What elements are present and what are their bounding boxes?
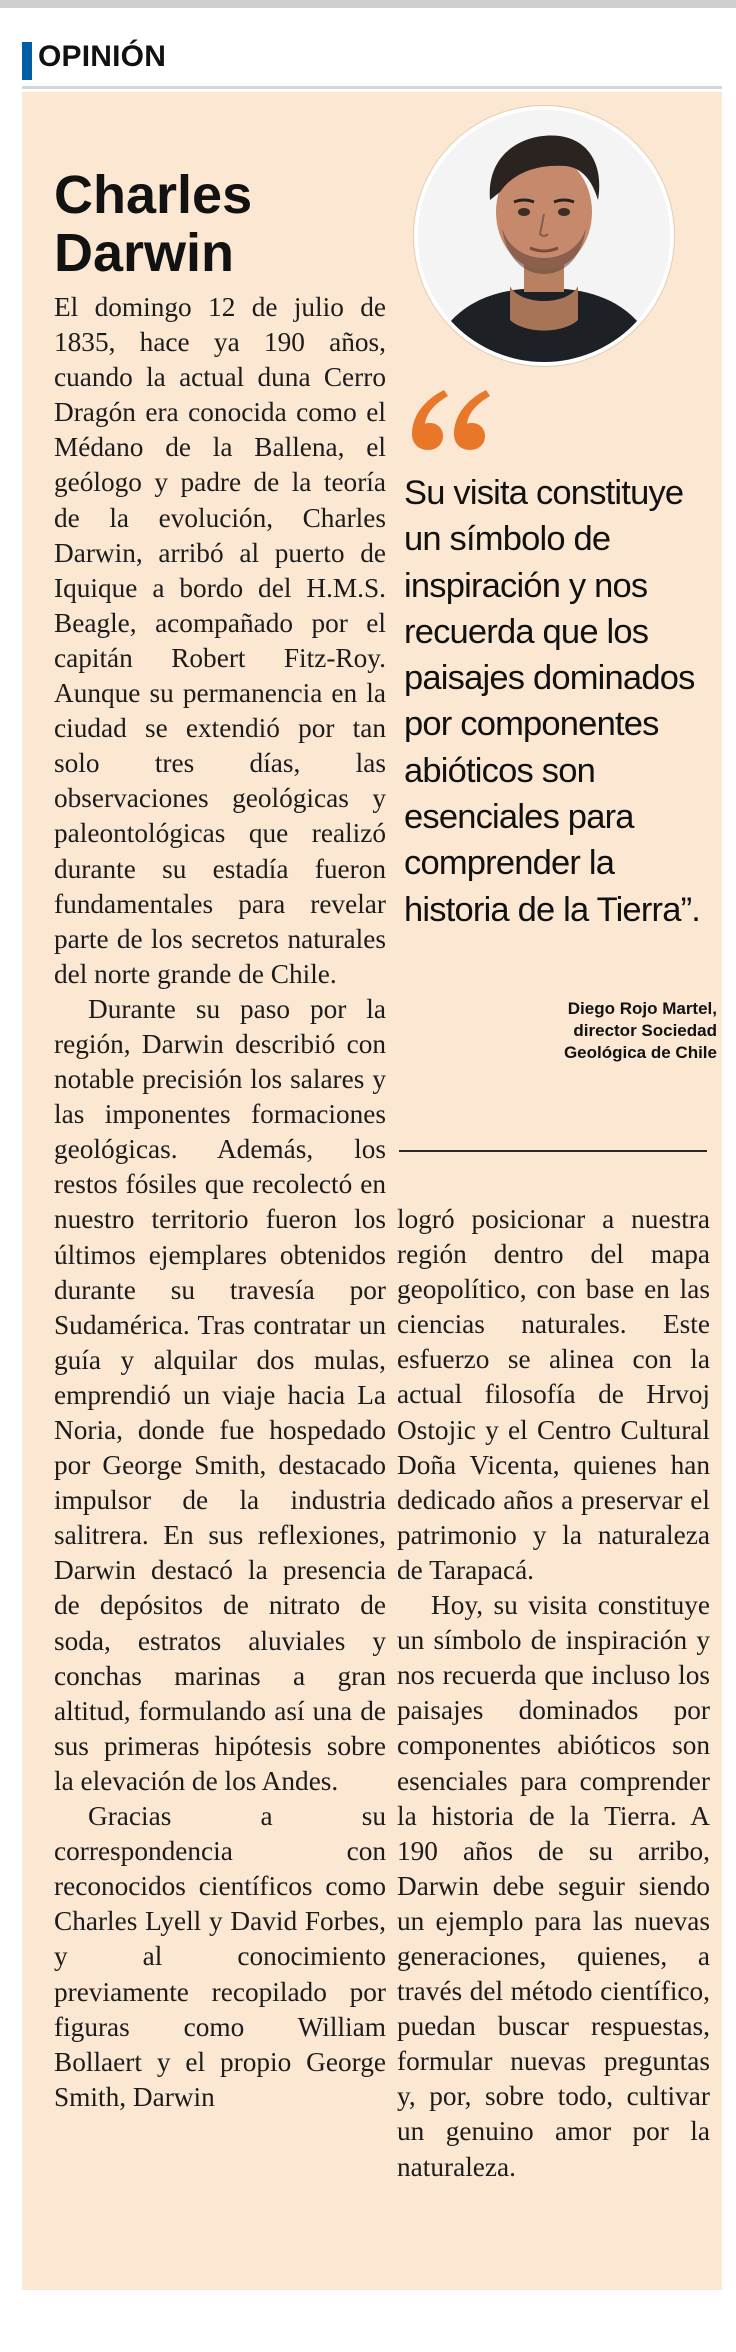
- article-paragraph: Durante su paso por la región, Darwin describió con notable precisión los salares y las imponentes formaciones geológicas. Además, los restos fósiles que recolectó en nuestro territorio fueron los últimos ejemplares obtenidos durante su travesía por Sudamérica. Tras contratar un guía y alquilar dos mulas, emprendió un viaje hacia La Noria, donde fue hospedado por George Smith, destacado impulsor de la industria salitrera. En sus reflexiones, Darwin destacó la presencia de depósitos de nitrato de soda, estratos aluviales y conchas marinas a gran altitud, formulando así una de sus primeras hipótesis sobre la elevación de los Andes.: [54, 993, 386, 1796]
- top-rule: [0, 0, 736, 8]
- quote-divider: [399, 1150, 707, 1152]
- article-title: Charles Darwin: [54, 165, 253, 284]
- author-role-line-2: Geológica de Chile: [563, 1043, 717, 1062]
- opinion-panel: [22, 92, 722, 2290]
- section-label: OPINIÓN: [38, 40, 167, 73]
- section-accent-bar: [22, 42, 32, 80]
- author-portrait-illustration: [418, 110, 670, 362]
- author-signature: [414, 998, 717, 1064]
- pull-quote: Su visita constituye un símbolo de inspiración y nos recuerda que los paisajes dominados por componentes abióticos son esenciales para comprender la historia de la Tierra”.: [404, 474, 701, 929]
- article-column-right: [397, 1202, 710, 2277]
- author-role-line-1: director Sociedad: [573, 1021, 717, 1040]
- author-name: Diego Rojo Martel,: [567, 999, 717, 1018]
- article-paragraph: Gracias a su correspondencia con reconocidos científicos como Charles Lyell y David Forbes, y al conocimiento previamente recopilado por figuras como William Bollaert y el propio George Smith, Darwin: [54, 1801, 386, 2112]
- opening-quote-icon: [406, 384, 492, 454]
- author-portrait: [414, 106, 674, 366]
- article-paragraph: El domingo 12 de julio de 1835, hace ya 190 años, cuando la actual duna Cerro Dragón era conocida como el Médano de la Ballena, el geólogo y padre de la teoría de la evolución, Charles Darwin, arribó al puerto de Iquique a bordo del H.M.S. Beagle, acompañado por el capitán Robert Fitz-Roy. Aunque su permanencia en la ciudad se extendió por tan solo tres días, las observaciones geológicas y paleontológicas que realizó durante su estadía fueron fundamentales para revelar parte de los secretos naturales del norte grande de Chile.: [54, 292, 386, 989]
- article-column-left: [54, 290, 386, 2280]
- section-divider: [22, 86, 722, 89]
- article-paragraph: Hoy, su visita constituye un símbolo de inspiración y nos recuerda que incluso los paisajes dominados por componentes abióticos son esenciales para comprender la historia de la Tierra. A 190 años de su arribo, Darwin debe seguir siendo un ejemplo para las nuevas generaciones, quienes, a través del método científico, puedan buscar respuestas, formular nuevas preguntas y, por, sobre todo, cultivar un genuino amor por la naturaleza.: [397, 1590, 710, 2182]
- article-paragraph: logró posicionar a nuestra región dentro del mapa geopolítico, con base en las ciencias naturales. Este esfuerzo se alinea con la actual filosofía de Hrvoj Ostojic y el Centro Cultural Doña Vicenta, quienes han dedicado años a preservar el patrimonio y la naturaleza de Tarapacá.: [397, 1204, 710, 1585]
